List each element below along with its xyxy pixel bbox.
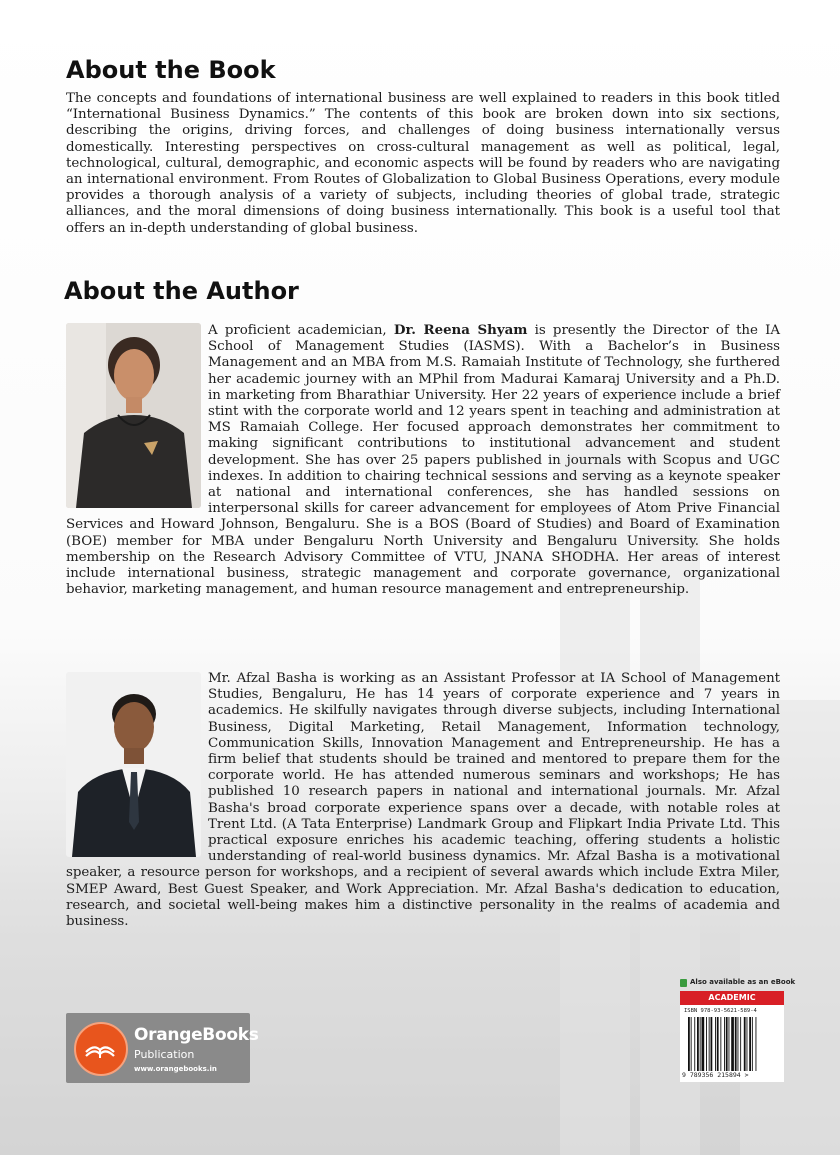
barcode-bar	[731, 1017, 734, 1071]
barcode-bar	[749, 1017, 751, 1071]
barcode-bar	[715, 1017, 716, 1071]
barcode	[680, 1005, 784, 1082]
isbn-digits: 9 789356 215894 >	[682, 1071, 749, 1079]
barcode-bar	[740, 1017, 741, 1071]
author2-bio	[66, 671, 780, 930]
barcode-bar	[726, 1017, 728, 1071]
author1-intro: A proficient academician,	[208, 323, 394, 338]
isbn-label: ISBN 978-93-5621-589-4	[684, 1008, 757, 1014]
barcode-bars	[688, 1017, 776, 1071]
barcode-bar	[706, 1017, 707, 1071]
barcode-bar	[744, 1017, 746, 1071]
barcode-bar	[729, 1017, 730, 1071]
barcode-bar	[702, 1017, 705, 1071]
barcode-bar	[709, 1017, 710, 1071]
barcode-bar	[720, 1017, 721, 1071]
barcode-bar	[711, 1017, 713, 1071]
open-book-icon	[80, 1026, 120, 1066]
author1-text: is presently the Director of the IA School of Management Studies (IASMS). With a Bachelor’s in Business Management and an MBA from M.S. Ramaiah Institute of Technology, she furthered her academic journey with an MPhil from Madurai Kamaraj University and a Ph.D. in marketing from Bharathiar University. Her 22 years of experience include a brief stint with the corporate world and 12 years spent in teaching and administration at MS Ramaiah College. Her focused approach demonstrates her commitment to making significant contributions to institutional advancement and student development. She has over 25 papers published in journals with Scopus and UGC indexes. In addition to chairing technical sessions and serving as a keynote speaker at national and international conferences, she has handled sessions on interpersonal skills for career advancement for employees of Atom Prive Financial Services and Howard Johnson, Bengaluru. She is a BOS (Board of Studies) and Board of Examination (BOE) member for MBA under Bengaluru North University and Bengaluru University. She holds membership on the Research Advisory Committee of VTU, JNANA SHODHA. Her areas of interest include international business, strategic management and corporate governance, organizational behavior, marketing management, and human resource management and entrepreneurship.	[66, 323, 780, 598]
barcode-bar	[756, 1017, 757, 1071]
about-book-heading: About the Book	[66, 56, 276, 84]
photo-spacer	[66, 322, 208, 505]
publisher-name: OrangeBooks	[134, 1025, 259, 1045]
barcode-bar	[688, 1017, 690, 1071]
publisher-subtitle: Publication	[134, 1048, 195, 1061]
ebook-icon	[680, 979, 687, 987]
photo-spacer	[66, 671, 208, 854]
barcode-bar	[735, 1017, 737, 1071]
ebook-note: Also available as an eBook	[690, 978, 796, 986]
author2-text: Mr. Afzal Basha is working as an Assistant Professor at IA School of Management Studies, Bengaluru, He has 14 years of corporate experience and 7 years in academics. He skilfully navigates through diverse subjects, including International Business, Digital Marketing, Retail Management, Information technology, Communication Skills, Innovation Management and Entrepreneurship. He has a firm belief that students should be trained and mentored to prepare them for the corporate world. He has attended numerous seminars and workshops; He has published 10 research papers in national and international journals. Mr. Afzal Basha's broad corporate experience spans over a decade, with notable roles at Trent Ltd. (A Tata Enterprise) Landmark Group and Flipkart India Private Ltd. This practical exposure enriches his academic teaching, offering students a holistic understanding of real-world business dynamics. Mr. Afzal Basha is a motivational speaker, a resource person for workshops, and a recipient of several awards which include Extra Miler, SMEP Award, Best Guest Speaker, and Work Appreciation. Mr. Afzal Basha's dedication to education, research, and societal well-being makes him a distinctive personality in the realms of academia and business.	[66, 671, 780, 930]
author1-bio	[66, 322, 780, 598]
barcode-bar	[738, 1017, 739, 1071]
author1-name: Dr. Reena Shyam	[393, 322, 528, 338]
barcode-bar	[747, 1017, 748, 1071]
barcode-bar	[752, 1017, 753, 1071]
barcode-bar	[694, 1017, 695, 1071]
about-book-text: The concepts and foundations of international business are well explained to readers in this book titled “International Business Dynamics.” The contents of this book are broken down into six sections, describing the origins, driving forces, and challenges of doing business internationally versus domestically. Interesting perspectives on cross-cultural management as well as political, legal, technological, cultural, demographic, and economic aspects will be found by readers who are navigating an international environment. From Routes of Globalization to Global Business Operations, every module provides a thorough analysis of a variety of subjects, including theories of global trade, strategic alliances, and the moral dimensions of doing business internationally. This book is a useful tool that offers an in-depth understanding of global business.	[66, 91, 780, 236]
barcode-bar	[697, 1017, 699, 1071]
barcode-bar	[724, 1017, 725, 1071]
about-author-heading: About the Author	[64, 277, 299, 305]
barcode-bar	[700, 1017, 701, 1071]
barcode-bar	[691, 1017, 692, 1071]
publisher-logo	[66, 1013, 259, 1083]
barcode-bar	[717, 1017, 719, 1071]
publisher-url: www.orangebooks.in	[134, 1065, 217, 1073]
category-label: ACADEMIC	[680, 991, 784, 1005]
